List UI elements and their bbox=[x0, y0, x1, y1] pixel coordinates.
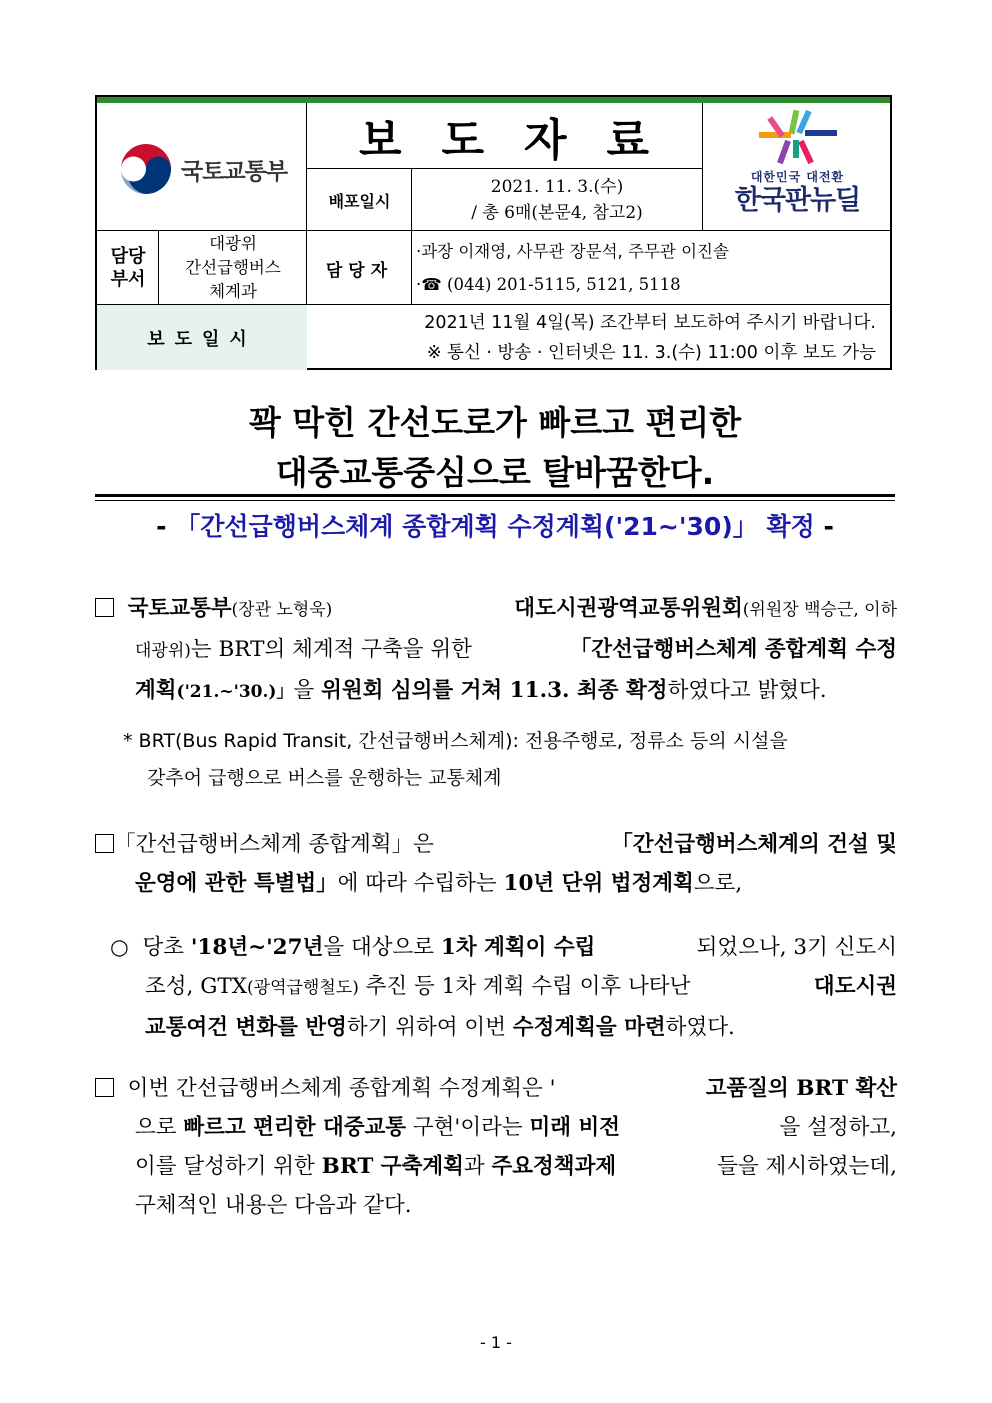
text-span: 당초 bbox=[142, 935, 191, 960]
text-span: 빠르고 편리한 대중교통 bbox=[183, 1115, 407, 1140]
dept-name-line: 간선급행버스 bbox=[185, 258, 281, 277]
distribution-label: 배포일시 bbox=[328, 191, 391, 211]
text-span: 교통여건 변화를 반영 bbox=[145, 1015, 347, 1040]
headline-rule bbox=[95, 494, 895, 497]
footnote-line: 갖추어 급행으로 버스를 운행하는 교통체계 bbox=[147, 767, 502, 789]
subtitle-dash: - bbox=[156, 512, 176, 541]
dept-label-line: 담당 bbox=[110, 246, 146, 267]
dept-name-line: 체계과 bbox=[209, 282, 257, 301]
new-deal-star-icon bbox=[753, 108, 843, 168]
press-title: 보도자료 bbox=[358, 115, 689, 166]
text-line: 구체적인 내용은 다음과 같다. bbox=[135, 1193, 412, 1218]
checkbox-square-icon bbox=[95, 1078, 114, 1097]
text-span: 을 설정하고, bbox=[779, 1115, 897, 1140]
contact-label: 담당자 bbox=[325, 260, 394, 281]
contact-people: ·과장 이재영, 사무관 장문석, 주무관 이진솔 bbox=[416, 242, 729, 261]
text-span: 10년 단위 법정계획 bbox=[503, 871, 694, 896]
ministry-name: 국토교통부 bbox=[181, 158, 288, 185]
release-line-2: ※ 통신 · 방송 · 인터넷은 11. 3.(수) 11:00 이후 보도 가능 bbox=[426, 342, 876, 363]
text-span: ('21.~'30.)」 bbox=[176, 682, 294, 702]
text-span: 하였다고 밝혔다. bbox=[667, 678, 827, 703]
checkbox-square-icon bbox=[95, 598, 114, 617]
text-span: 구현'이라는 bbox=[406, 1115, 530, 1140]
text-span: '18년~'27년 bbox=[190, 935, 324, 960]
text-line bbox=[95, 864, 897, 903]
text-span: 미래 비전 bbox=[529, 1115, 621, 1140]
text-span: 수정계획을 마련 bbox=[512, 1015, 666, 1040]
headline-line-2: 대중교통중심으로 탈바꿈한다. bbox=[275, 453, 715, 492]
text-line bbox=[95, 1147, 897, 1186]
text-span: 주요정책과제 bbox=[491, 1154, 617, 1179]
contact-phone: ·☎ (044) 201-5115, 5121, 5118 bbox=[416, 275, 681, 294]
text-line bbox=[95, 671, 897, 712]
text-span: 「간선급행버스체계의 건설 및 bbox=[611, 832, 897, 857]
distribution-pages: / 총 6매(본문4, 참고2) bbox=[471, 203, 643, 223]
release-line-1: 2021년 11월 4일(목) 조간부터 보도하여 주시기 바랍니다. bbox=[424, 312, 876, 333]
distribution-date: 2021. 11. 3.(수) bbox=[490, 177, 624, 197]
text-span: (위원장 백승근, 이하 bbox=[742, 600, 897, 620]
text-span: 대도시권 bbox=[813, 974, 897, 999]
text-line bbox=[95, 630, 897, 671]
footnote bbox=[123, 723, 897, 797]
taeguk-emblem-icon bbox=[119, 142, 173, 196]
brand-slogan: 대한민국 대전환 bbox=[750, 170, 845, 184]
text-span: 계획 bbox=[135, 678, 177, 703]
text-span: 추진 등 1차 계획 수립 이후 나타난 bbox=[358, 974, 691, 999]
text-span: 대광위) bbox=[135, 641, 191, 661]
footnote-line: * BRT(Bus Rapid Transit, 간선급행버스체계): 전용주행로, 정류소 등의 시설을 bbox=[123, 730, 788, 752]
contact-cell bbox=[412, 231, 892, 305]
ministry-logo bbox=[119, 139, 309, 199]
text-span: 하기 위하여 이번 bbox=[346, 1015, 513, 1040]
distribution-cell bbox=[412, 169, 702, 231]
text-line bbox=[110, 967, 897, 1008]
paragraph-2 bbox=[95, 825, 897, 903]
text-span: 「간선급행버스체계 종합계획」은 bbox=[114, 832, 434, 857]
bullet-circle-icon: ○ bbox=[110, 935, 129, 960]
checkbox-square-icon bbox=[95, 834, 114, 853]
text-span: 하였다. bbox=[665, 1015, 735, 1040]
text-line bbox=[110, 928, 897, 967]
text-span: 이를 달성하기 위한 bbox=[135, 1154, 322, 1179]
text-span: 들을 제시하였는데, bbox=[717, 1154, 897, 1179]
text-span: 위원회 심의를 거쳐 11.3. 최종 확정 bbox=[321, 678, 668, 703]
text-line bbox=[95, 589, 897, 630]
text-line bbox=[110, 1008, 897, 1047]
text-span: BRT 구축계획 bbox=[321, 1154, 464, 1179]
text-span: 운영에 관한 특별법」 bbox=[135, 871, 338, 896]
dept-label-line: 부서 bbox=[110, 269, 146, 290]
paragraph-3 bbox=[110, 928, 897, 1047]
text-span: 과 bbox=[463, 1154, 492, 1179]
page-number: - 1 - bbox=[480, 1333, 512, 1352]
text-span: 조성, GTX bbox=[145, 974, 248, 999]
text-span: 「간선급행버스체계 종합계획 수정 bbox=[569, 637, 897, 662]
text-span: 을 bbox=[293, 678, 322, 703]
headline-line-1: 꽉 막힌 간선도로가 빠르고 편리한 bbox=[248, 403, 742, 442]
text-span: (광역급행철도) bbox=[247, 978, 359, 998]
text-span: 대도시권광역교통위원회 bbox=[514, 596, 743, 621]
text-span: 으로 bbox=[135, 1115, 184, 1140]
release-label: 보도일시 bbox=[97, 305, 307, 370]
text-span: 이번 간선급행버스체계 종합계획 수정계획은 ' bbox=[127, 1076, 556, 1101]
text-span: 1차 계획이 수립 bbox=[440, 935, 596, 960]
text-span: (장관 노형욱) bbox=[231, 600, 333, 620]
release-cell bbox=[307, 305, 892, 370]
text-line bbox=[95, 1108, 897, 1147]
text-span: 에 따라 수립하는 bbox=[337, 871, 504, 896]
paragraph-1 bbox=[95, 589, 897, 712]
text-line bbox=[95, 825, 897, 864]
text-span: 을 대상으로 bbox=[323, 935, 441, 960]
headline-rule bbox=[95, 500, 895, 501]
subtitle-dash: - bbox=[814, 512, 834, 541]
subtitle bbox=[95, 507, 895, 543]
text-span: 으로, bbox=[693, 871, 743, 896]
dept-name bbox=[159, 231, 307, 305]
press-header-table bbox=[95, 95, 892, 370]
korean-new-deal-logo bbox=[703, 103, 892, 231]
subtitle-text: 「간선급행버스체계 종합계획 수정계획('21~'30)」 확정 bbox=[175, 512, 815, 541]
text-span: 는 BRT의 체계적 구축을 위한 bbox=[190, 637, 472, 662]
dept-label bbox=[97, 231, 159, 305]
dept-name-line: 대광위 bbox=[209, 234, 257, 253]
text-span: 국토교통부 bbox=[127, 596, 232, 621]
text-span: 고품질의 BRT 확산 bbox=[705, 1076, 897, 1101]
text-span: 되었으나, 3기 신도시 bbox=[696, 935, 897, 960]
paragraph-4 bbox=[95, 1069, 897, 1225]
brand-name: 한국판뉴딜 bbox=[734, 185, 861, 216]
press-title-cell bbox=[307, 103, 701, 169]
text-line bbox=[95, 1069, 897, 1108]
